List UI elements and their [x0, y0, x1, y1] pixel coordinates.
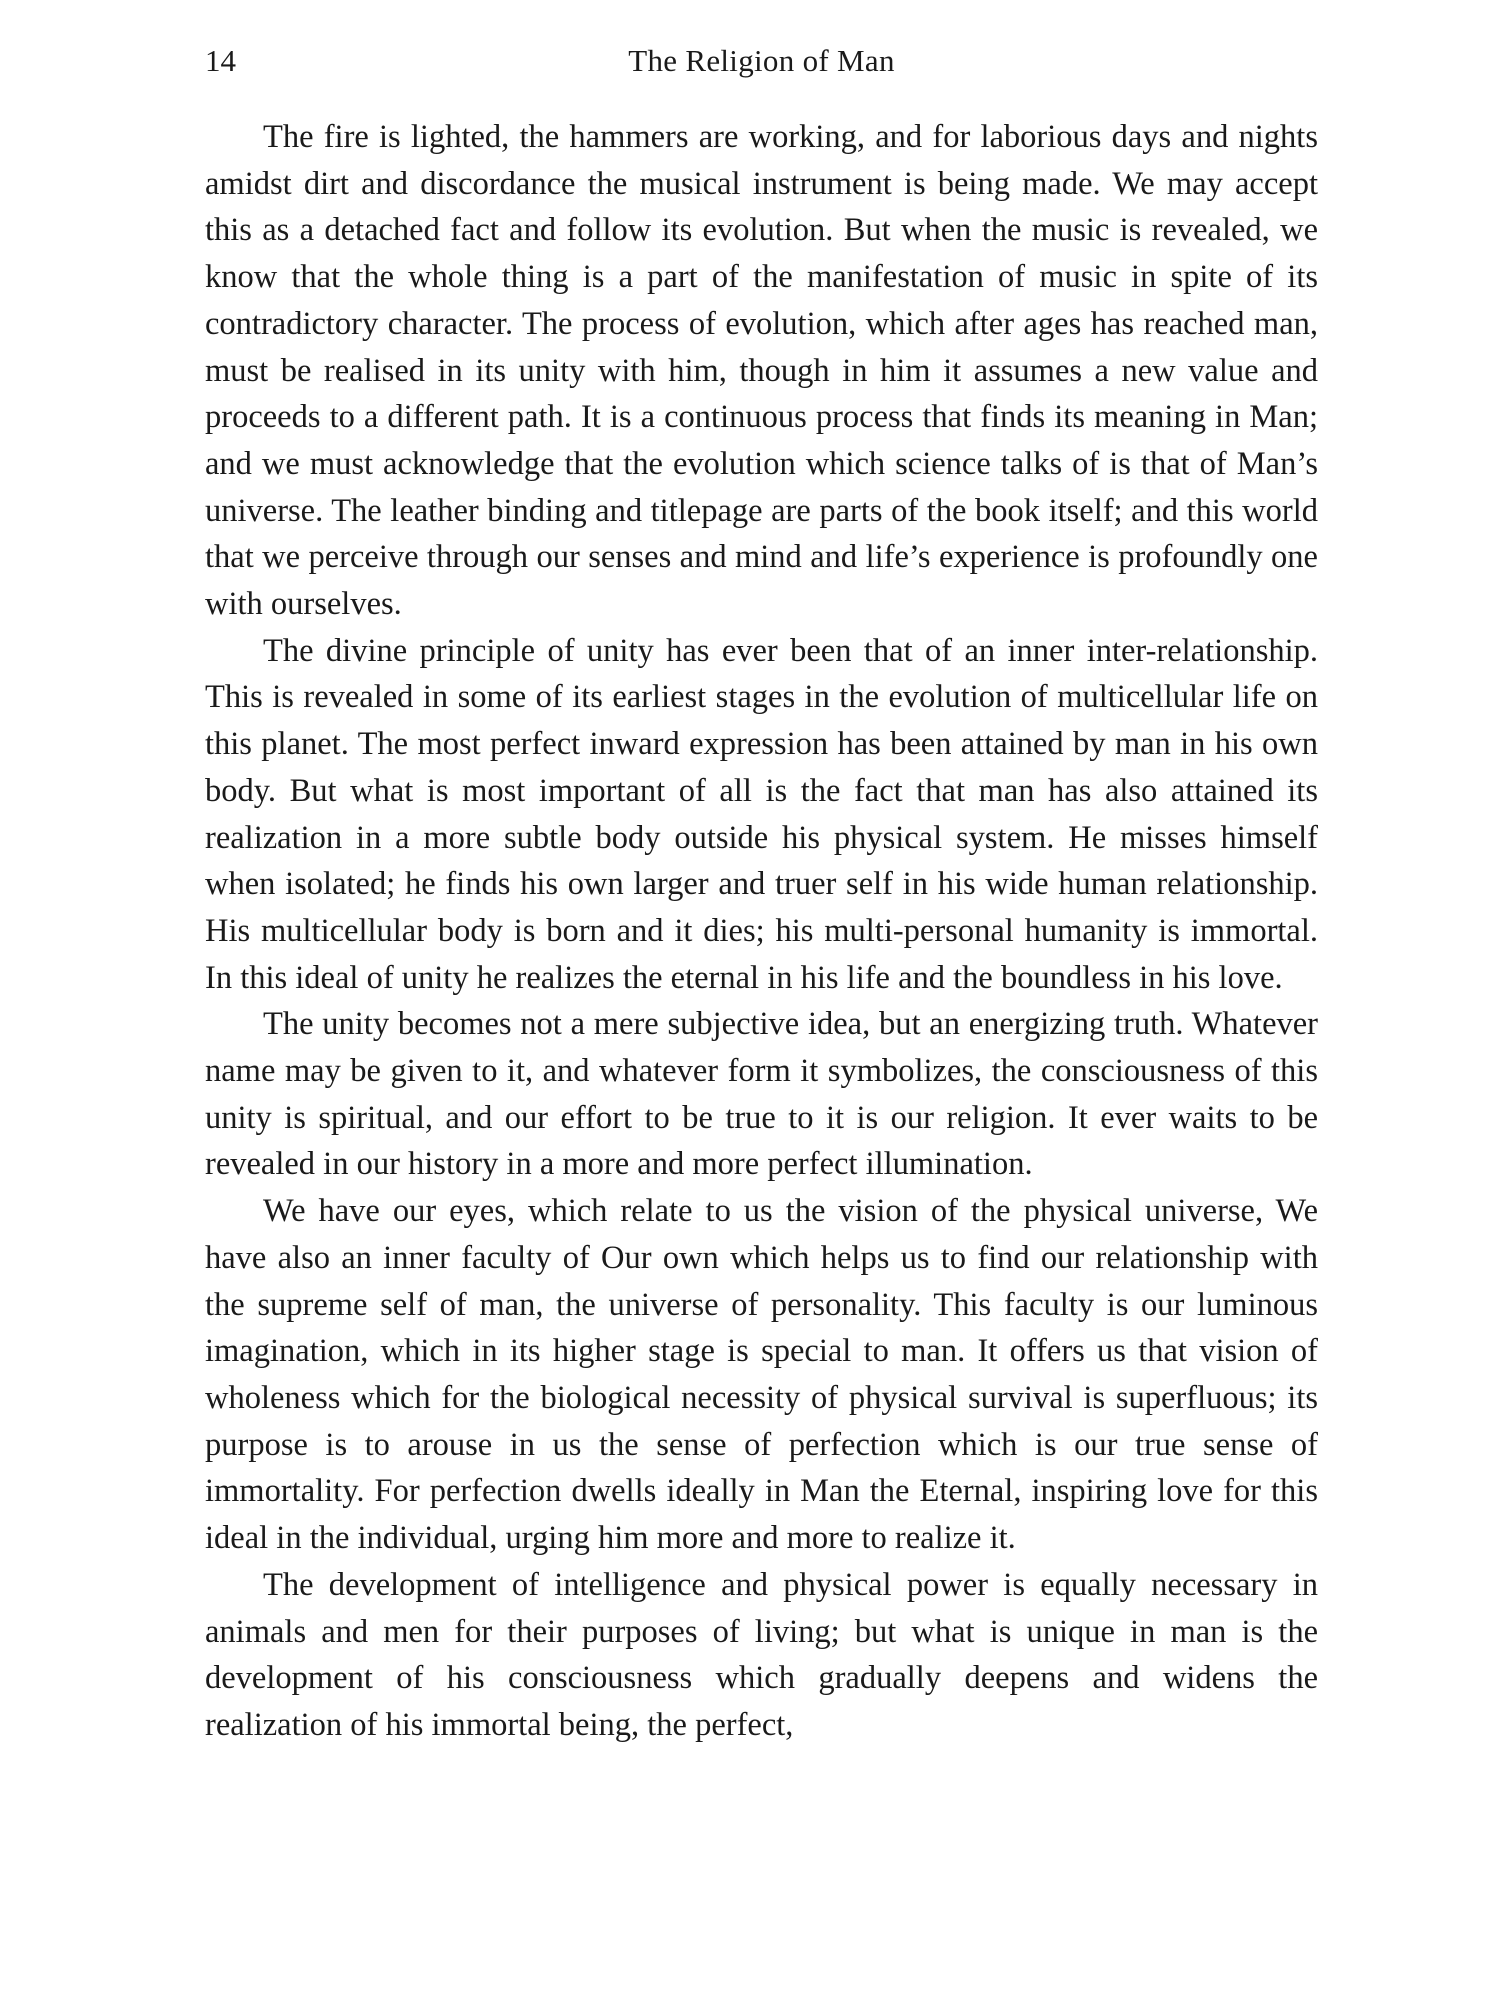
paragraph: The fire is lighted, the hammers are working, and for laborious days and nights amidst dirt and discordance the musical instrument is being made. We may accept this as a detached fact and follow its evolution. But when the music is revealed, we know that the whole thing is a part of the manifestation of music in spite of its contradictory character. The process of evolution, which after ages has reached man, must be realised in its unity with him, though in him it assumes a new value and proceeds to a different path. It is a continuous process that finds its meaning in Man; and we must acknowledge that the evolution which science talks of is that of Man’s universe. The leather binding and titlepage are parts of the book itself; and this world that we perceive through our senses and mind and life’s experience is profoundly one with ourselves. — [205, 119, 1318, 623]
paragraph: The unity becomes not a mere subjective idea, but an energizing truth. Whatever name may be given to it, and whatever form it symbolizes, the consciousness of this unity is spiritual, and our effort to be true to it is our religion. It ever waits to be revealed in our history in a more and more perfect illumination. — [205, 1006, 1318, 1183]
running-header — [205, 38, 1318, 84]
paragraph: The development of intelligence and physical power is equally necessary in animals and men for their purposes of living; but what is unique in man is the development of his consciousness which gradually deepens and widens the realization of his immortal being, the perfect, — [205, 1566, 1318, 1743]
paragraph: We have our eyes, which relate to us the vision of the physical universe, We have also an inner faculty of Our own which helps us to find our relationship with the supreme self of man, the universe of personality. This faculty is our luminous imagination, which in its higher stage is special to man. It offers us that vision of wholeness which for the biological necessity of physical survival is superfluous; its purpose is to arouse in us the sense of perfection which is our true sense of immortality. For perfection dwells ideally in Man the Eternal, inspiring love for this ideal in the individual, urging him more and more to realize it. — [205, 1193, 1318, 1557]
book-page — [205, 38, 1318, 1749]
body-text — [205, 114, 1318, 1749]
page-number: 14 — [205, 43, 236, 78]
paragraph: The divine principle of unity has ever been that of an inner inter-relationship. This is revealed in some of its earliest stages in the evolution of multicellular life on this planet. The most perfect inward expression has been attained by man in his own body. But what is most important of all is the fact that man has also attained its realization in a more subtle body outside his physical system. He misses himself when isolated; he finds his own larger and truer self in his wide human relationship. His multicellular body is born and it dies; his multi-personal humanity is immortal. In this ideal of unity he realizes the eternal in his life and the boundless in his love. — [205, 632, 1318, 996]
running-title: The Religion of Man — [628, 43, 895, 78]
